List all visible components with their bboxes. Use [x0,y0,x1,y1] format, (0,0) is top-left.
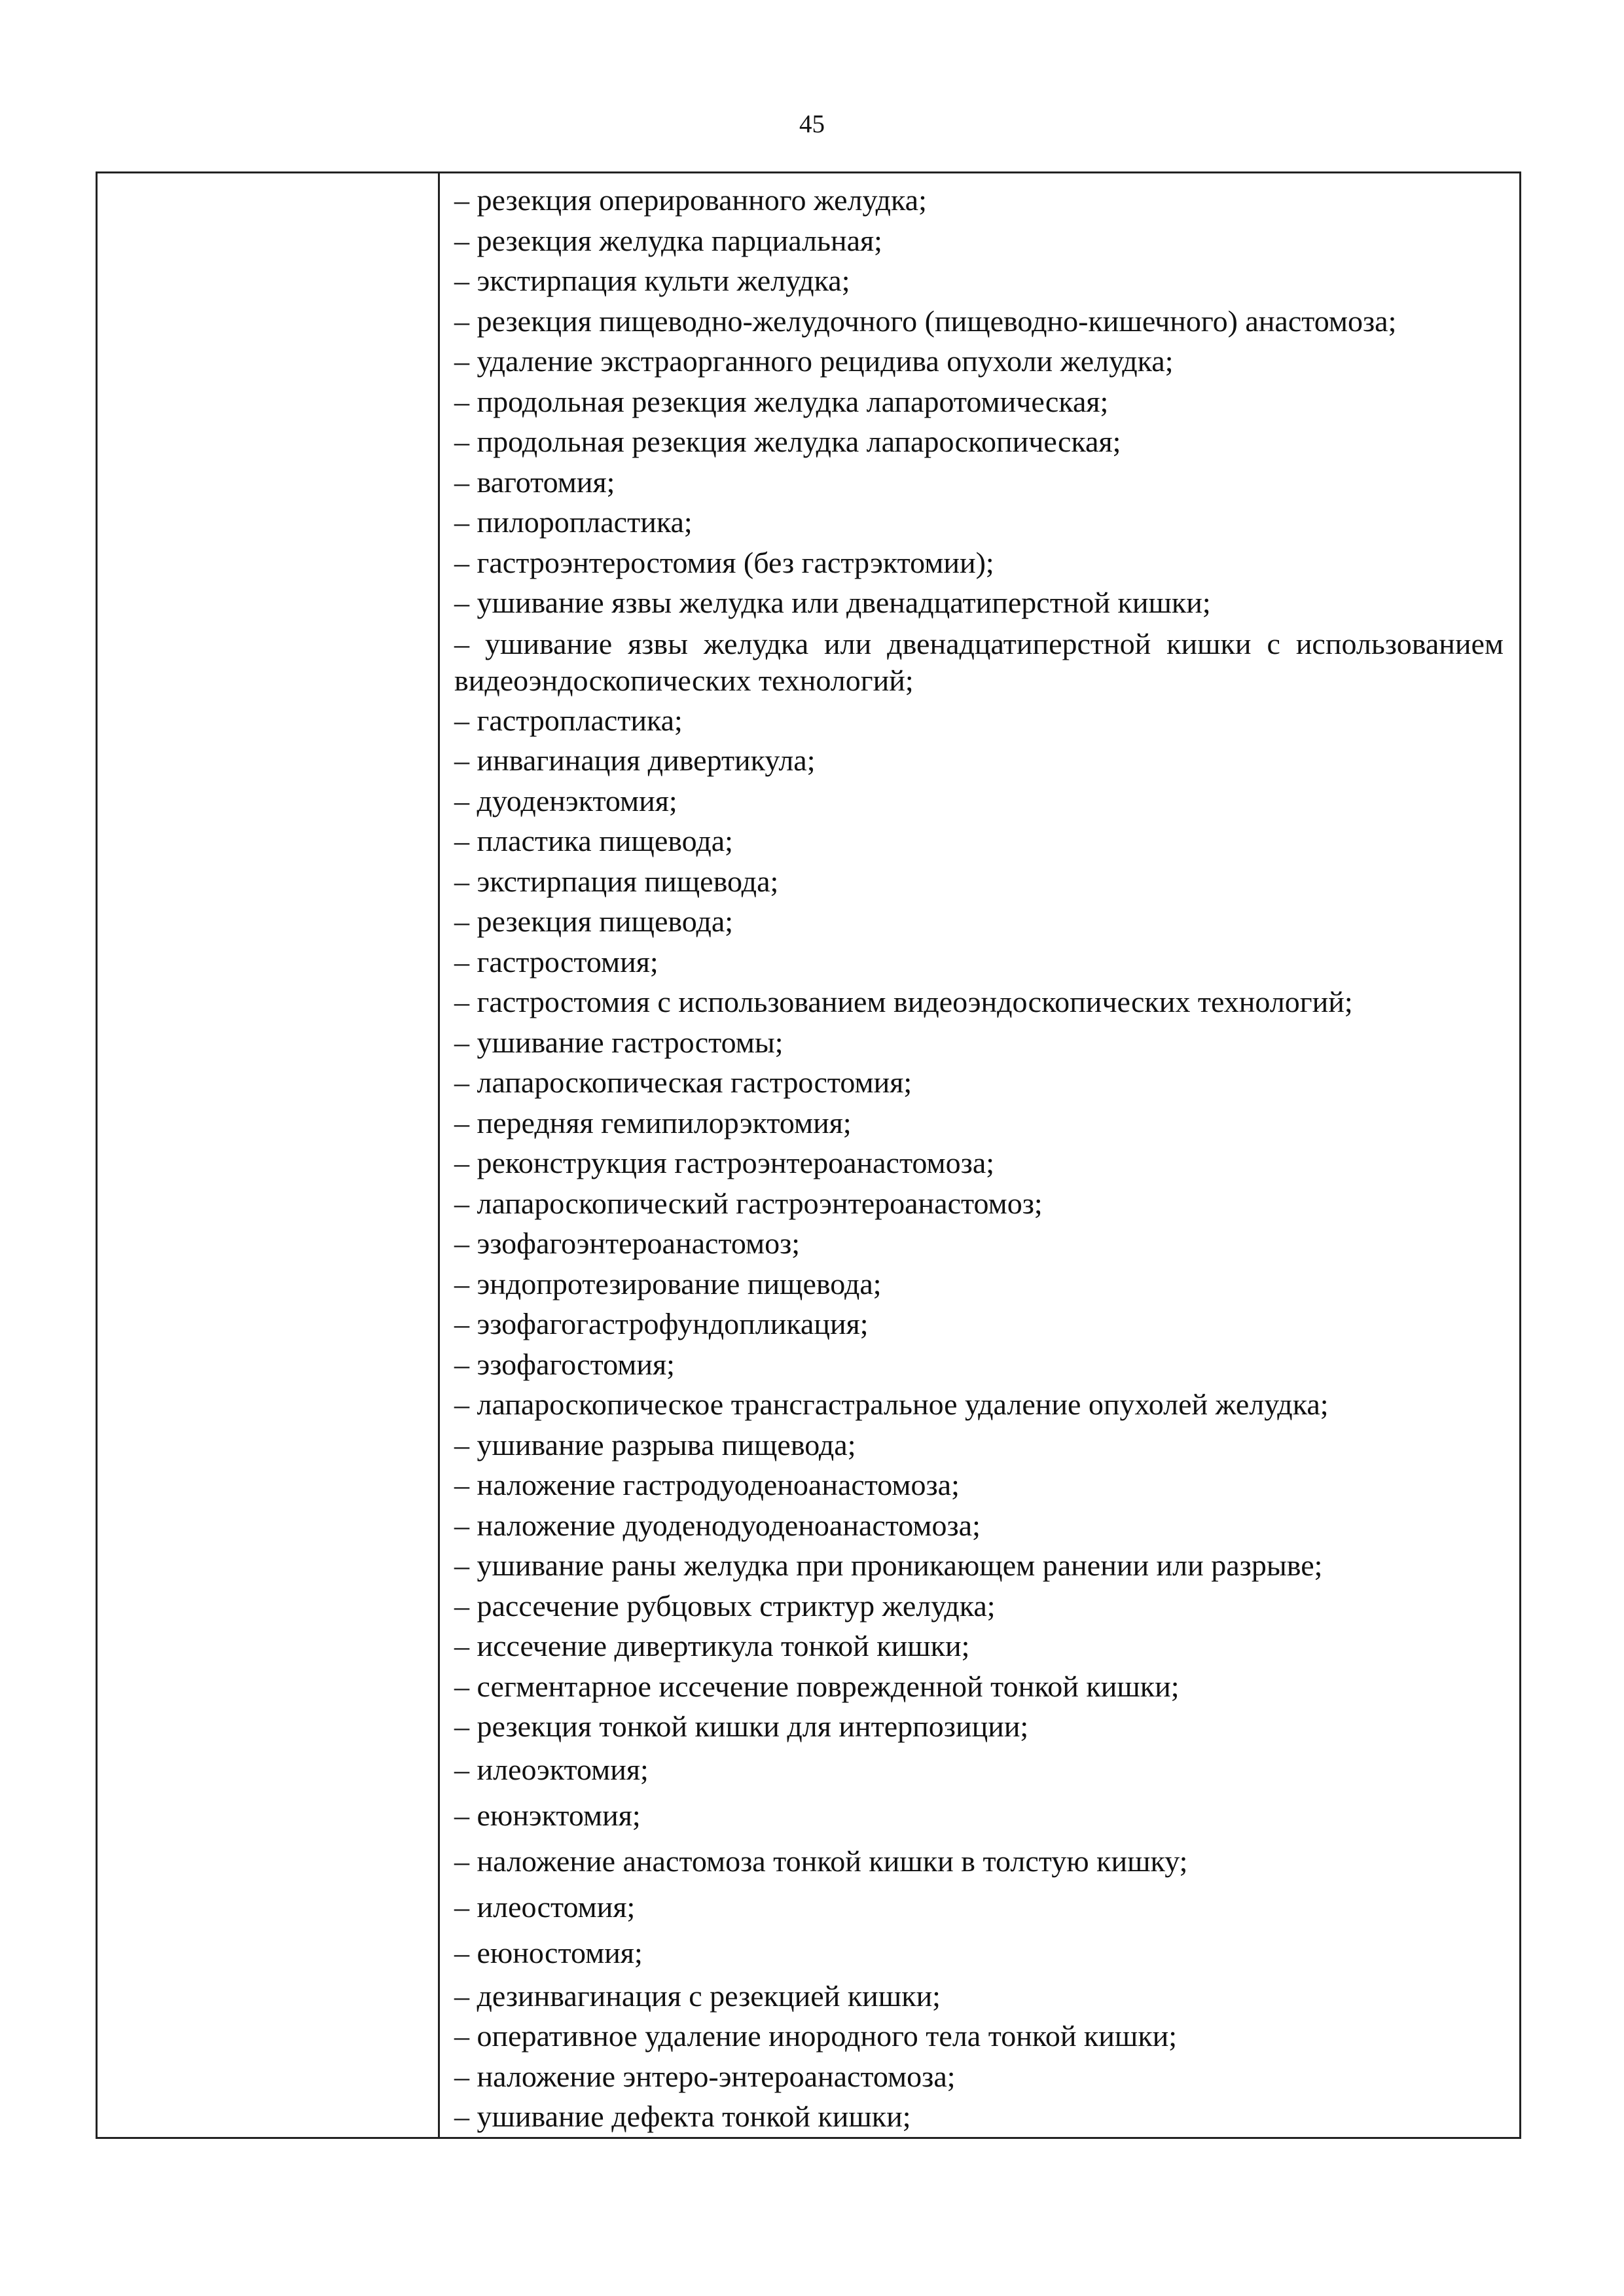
list-item: – гастропластика; [454,703,683,737]
list-item: – экстирпация культи желудка; [454,264,850,297]
list-item: – резекция тонкой кишки для интерпозиции; [454,1710,1029,1743]
list-item: – илеостомия; [454,1890,636,1924]
list-item: – наложение анастомоза тонкой кишки в толстую кишку; [454,1844,1188,1878]
list-item: – ушивание гастростомы; [454,1025,784,1059]
list-item: – ушивание дефекта тонкой кишки; [454,2100,911,2133]
table-row [97,173,1521,2138]
list-item: – лапароскопическая гастростомия; [454,1066,912,1099]
list-item: – лапароскопическое трансгастральное удаление опухолей желудка; [454,1388,1329,1421]
table-left-cell [97,173,439,2138]
list-item: – еюностомия; [454,1935,643,1969]
list-item: – дуоденэктомия; [454,783,677,817]
list-item: – ушивание язвы желудка или двенадцатиперстной кишки с использованием видеоэндоскопических технологий; [454,626,1504,697]
list-item: – инвагинация дивертикула; [454,744,816,777]
list-item: – резекция пищеводно-желудочного (пищеводно-кишечного) анастомоза; [454,304,1397,338]
list-item: – еюнэктомия; [454,1798,641,1832]
list-item: – гастроэнтеростомия (без гастрэктомии); [454,545,994,579]
list-item: – пластика пищевода; [454,824,733,857]
list-item: – наложение гастродуоденоанастомоза; [454,1468,960,1501]
list-item: – продольная резекция желудка лапароскопическая; [454,425,1121,458]
list-item: – резекция желудка парциальная; [454,223,882,257]
list-item: – ваготомия; [454,465,615,499]
list-item: – эндопротезирование пищевода; [454,1266,882,1300]
list-item: – резекция пищевода; [454,905,734,938]
list-item: – продольная резекция желудка лапаротомическая; [454,384,1109,418]
list-item: – гастростомия; [454,944,659,978]
table-right-cell [439,173,1521,2138]
list-item: – рассечение рубцовых стриктур желудка; [454,1588,996,1623]
list-item: – дезинвагинация с резекцией кишки; [454,1979,941,2013]
list-item: – иссечение дивертикула тонкой кишки; [454,1629,970,1662]
list-item: – оперативное удаление инородного тела тонкой кишки; [454,2019,1178,2053]
list-item: – ушивание раны желудка при проникающем ранении или разрыве; [454,1549,1323,1582]
list-item: – гастростомия с использованием видеоэндоскопических технологий; [454,985,1353,1018]
list-item: – пилоропластика; [454,505,693,539]
list-item: – эзофагоэнтероанастомоз; [454,1227,801,1260]
list-item: – сегментарное иссечение поврежденной тонкой кишки; [454,1669,1180,1703]
list-item: – наложение энтеро-энтероанастомоза; [454,2059,956,2093]
list-item: – передняя гемипилорэктомия; [454,1105,852,1139]
list-item: – резекция оперированного желудка; [454,183,927,217]
list-item: – экстирпация пищевода; [454,864,779,898]
list-item: – удаление экстраорганного рецидива опухоли желудка; [454,344,1174,378]
list-item: – реконструкция гастроэнтероанастомоза; [454,1146,995,1179]
list-item: – илеоэктомия; [454,1752,649,1786]
list-item: – ушивание язвы желудка или двенадцатиперстной кишки; [454,586,1211,619]
list-item: – эзофагогастрофундопликация; [454,1307,869,1340]
procedure-list [454,180,1504,2137]
list-item: – лапароскопический гастроэнтероанастомоз; [454,1186,1043,1220]
procedures-table [96,171,1521,2139]
list-item: – эзофагостомия; [454,1347,675,1381]
list-item: – наложение дуоденодуоденоанастомоза; [454,1508,981,1542]
list-item: – ушивание разрыва пищевода; [454,1427,856,1462]
page-number: 45 [799,110,825,138]
